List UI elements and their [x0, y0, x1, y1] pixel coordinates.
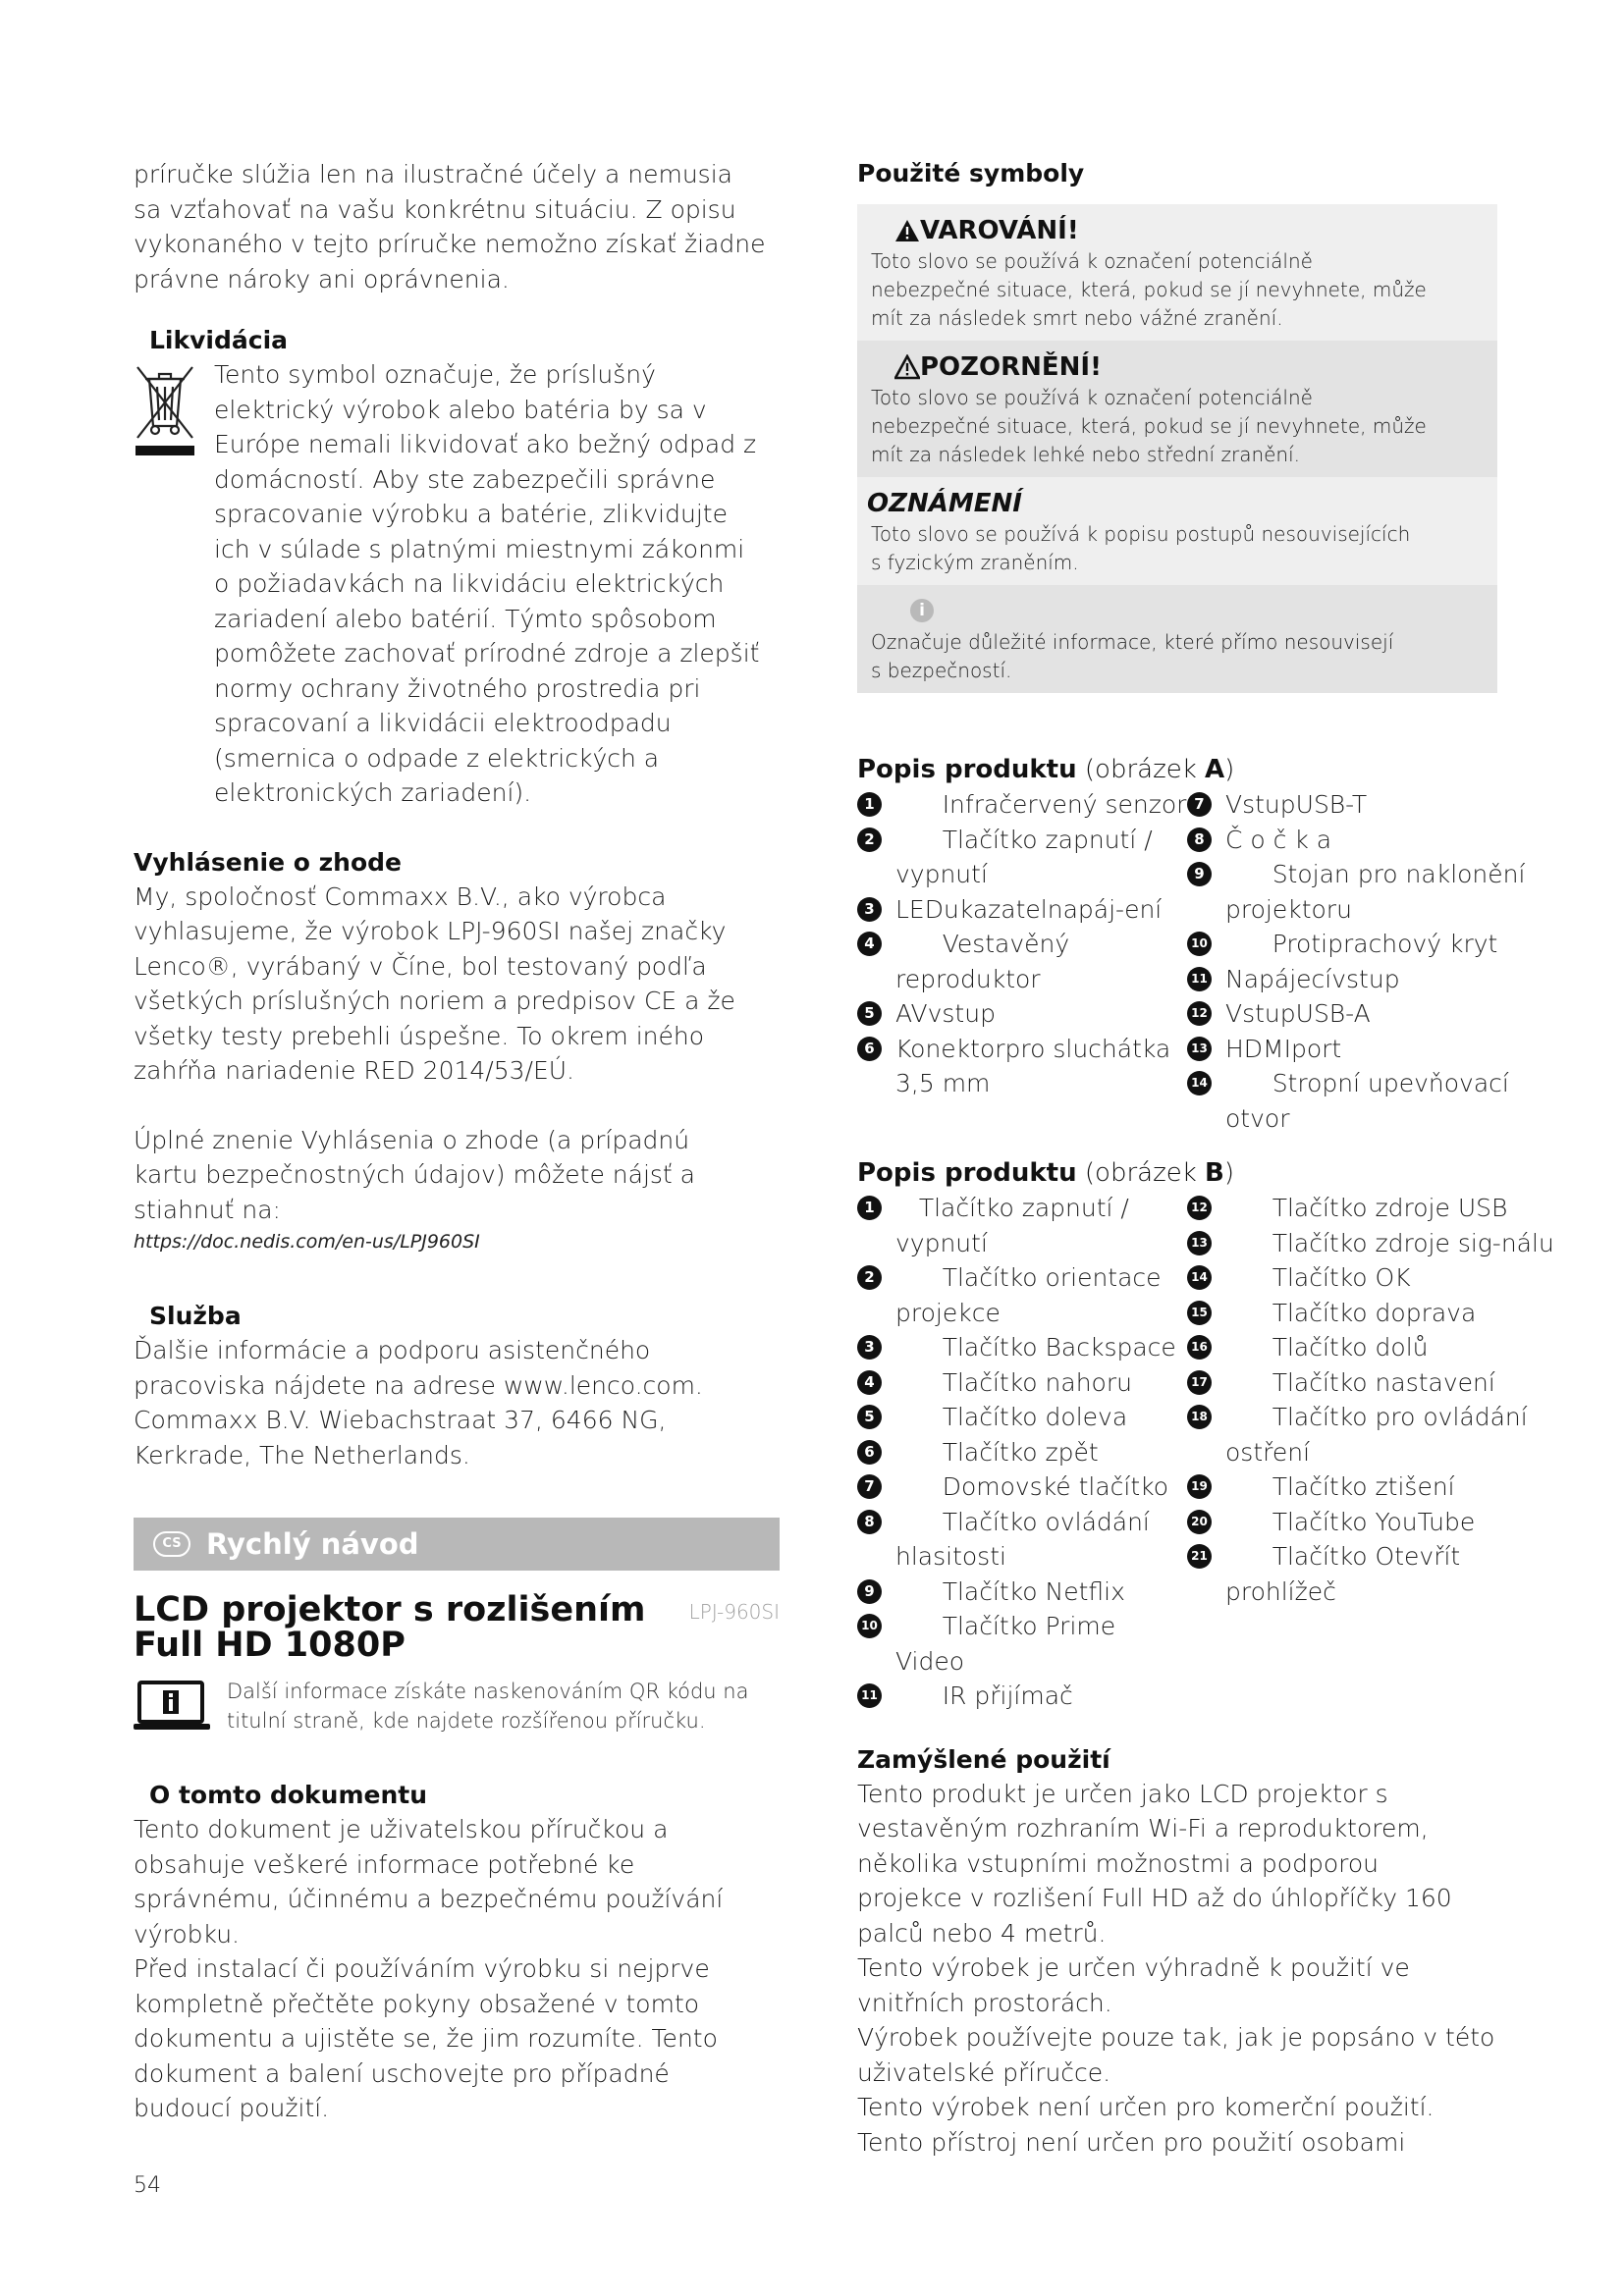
text-line: právne nároky ani oprávnenia. [134, 264, 510, 294]
text-line: spracovaní a likvidácii elektroodpadu [214, 709, 672, 737]
legend-item [857, 1469, 1187, 1505]
notice-text [867, 520, 1488, 577]
legend-label: Tlačítko ovládání hlasitosti [895, 1507, 1158, 1571]
text-line: vyhlasujeme, že výrobok LPJ-960SI našej značky [134, 917, 727, 945]
warning-text [867, 247, 1488, 333]
legend-a-section [857, 752, 1564, 1136]
text-line: My, spoločnosť Commaxx B.V., ako výrobca [134, 881, 667, 911]
text-line: Před instalací či používáním výrobku si nejprve [134, 1954, 710, 1983]
text-line: Tento výrobek je určen výhradně k použití ve [857, 1953, 1410, 1982]
service-title: Služba [149, 1302, 242, 1330]
text-line: elektronických zariadení). [214, 778, 532, 807]
text-line: Ďalšie informácie a podporu asistenčného [134, 1336, 651, 1364]
info-row [857, 585, 1497, 693]
text-line: pracoviska nájdete na adrese www.lenco.com. [134, 1370, 703, 1400]
intended-use-title: Zamýšlené použití [857, 1744, 1110, 1774]
legend-a-right [1187, 787, 1564, 1136]
text-line: Tento produkt je určen jako LCD projektor s [857, 1779, 1388, 1808]
qr-note [134, 1677, 780, 1735]
text-line: vykonaného v tejto príručke nemožno získať žiadne [134, 230, 766, 258]
text-line: budoucí použití. [134, 2094, 330, 2122]
text-line: Commaxx B.V. Wiebachstraat 37, 6466 NG, [134, 1406, 667, 1434]
legend-label: Tlačítko ztišení [1225, 1472, 1455, 1501]
quick-guide-band [134, 1518, 780, 1571]
number-badge: 9 [857, 1579, 882, 1604]
text-line: Označuje důležité informace, které přímo nesouvisejí [871, 630, 1394, 654]
text-line: pomôžete zachovať prírodné zdroje a zlepšiť [214, 639, 760, 667]
about-text [134, 1812, 780, 2126]
text-line: Tento výrobek není určen pro komerční použití. [857, 2093, 1435, 2121]
legend-label: Tlačítko Otevřít prohlížeč [1225, 1542, 1469, 1606]
text-line: Výrobek používejte pouze tak, jak je popsáno v této [857, 2023, 1495, 2052]
disposal-title: Likvidácia [149, 326, 289, 354]
text-line: nebezpečné situace, která, pokud se jí nevyhnete, může [871, 278, 1427, 301]
title-line: LCD projektor s rozlišením [134, 1590, 646, 1629]
number-badge: 3 [857, 897, 882, 922]
legend-label: Stropní upevňovací otvor [1225, 1069, 1517, 1133]
conformity-section [134, 846, 780, 1257]
legend-a-grid [857, 787, 1564, 1136]
spacer [134, 1089, 780, 1123]
number-badge: 17 [1187, 1370, 1212, 1395]
band-title: Rychlý návod [206, 1527, 419, 1561]
text-line: Európe nemali likvidovať ako bežný odpad z [214, 430, 757, 458]
legend-label: Tlačítko Backspace [895, 1333, 1176, 1362]
legend-label: Tlačítko zapnutí / vypnutí [895, 825, 1161, 888]
legend-label: Konektorpro sluchátka 3,5 mm [895, 1034, 1179, 1097]
legend-item [857, 1400, 1187, 1435]
caution-row [857, 341, 1497, 477]
legend-item [1187, 1191, 1564, 1226]
legend-label: Č o č k a [1225, 825, 1332, 854]
legend-label: Tlačítko orientace projekce [895, 1263, 1169, 1327]
disposal-text [134, 357, 780, 811]
number-badge: 10 [1187, 932, 1212, 956]
legend-item [1187, 1469, 1564, 1505]
number-badge: 8 [857, 1510, 882, 1534]
text-line: vestavěným rozhraním Wi-Fi a reproduktorem, [857, 1814, 1429, 1842]
text-line: kompletně přečtěte pokyny obsažené v tomto [134, 1989, 700, 2018]
text-line: titulní straně, kde najdete rozšířenou příručku. [227, 1709, 706, 1733]
text-line: výrobku. [134, 1919, 240, 1949]
number-badge: 10 [857, 1614, 882, 1638]
legend-label: Tlačítko zapnutí / vypnutí [895, 1194, 1137, 1257]
text-line: Další informace získáte naskenováním QR kódu na [227, 1680, 749, 1703]
legend-item [1187, 1066, 1564, 1136]
title-close: ) [1224, 755, 1235, 784]
number-badge: 15 [1187, 1301, 1212, 1325]
text-line: Tento přístroj není určen pro použití osobami [857, 2127, 1406, 2157]
text-line: správnému, účinnému a bezpečnému používání [134, 1885, 724, 1913]
warning-head: VAROVÁNÍ! [920, 216, 1079, 245]
legend-b-right [1187, 1191, 1564, 1714]
text-line: Lenco®, vyrábaný v Číne, bol testovaný podľa [134, 951, 707, 981]
number-badge: 5 [857, 1405, 882, 1429]
text-line: všetkých príslušných noriem a predpisov CE a že [134, 987, 735, 1015]
info-text [867, 628, 1488, 685]
text-line: s fyzickým zraněním. [871, 551, 1079, 574]
text-line: všetky testy prebehli úspešne. To okrem iného [134, 1021, 705, 1050]
legend-label: Tlačítko OK [1225, 1263, 1411, 1292]
weee-bin-icon [134, 363, 196, 457]
number-badge: 19 [1187, 1474, 1212, 1499]
warning-triangle-icon [894, 218, 920, 243]
legend-label: VstupUSB-A [1225, 999, 1371, 1028]
legend-item [857, 1609, 1187, 1679]
text-line: palců nebo 4 metrů. [857, 1918, 1107, 1948]
number-badge: 2 [857, 1265, 882, 1290]
text-line: Tento symbol označuje, že príslušný [214, 360, 656, 389]
conformity-title: Vyhlásenie o zhode [134, 847, 402, 877]
legend-item [857, 1679, 1187, 1714]
legend-label: IR přijímač [895, 1682, 1073, 1710]
legend-b-section [857, 1155, 1564, 1714]
legend-item [857, 1505, 1187, 1575]
number-badge: 4 [857, 932, 882, 956]
legend-label: Tlačítko dolů [1225, 1333, 1429, 1362]
number-badge: 13 [1187, 1231, 1212, 1255]
legend-a-title [857, 752, 1564, 787]
title-bold: Popis produktu [857, 755, 1077, 784]
legend-item [1187, 962, 1564, 997]
text-line: obsahuje veškeré informace potřebné ke [134, 1849, 635, 1879]
caution-head: POZORNĚNÍ! [920, 352, 1102, 382]
legend-label: Tlačítko nastavení [1225, 1367, 1495, 1397]
number-badge: 11 [1187, 967, 1212, 991]
intended-use-text [857, 1777, 1564, 2161]
number-badge: 2 [857, 828, 882, 852]
legend-label: Infračervený senzor [895, 790, 1187, 819]
number-badge: 14 [1187, 1265, 1212, 1290]
legend-label: Domovské tlačítko [895, 1472, 1169, 1501]
text-line: spracovanie výrobku a batérie, zlikvidujte [214, 500, 728, 528]
number-badge: 6 [857, 1440, 882, 1465]
service-section [134, 1300, 780, 1472]
legend-label: Stojan pro naklonění projektoru [1225, 860, 1534, 924]
text-line: ich v súlade s platnými miestnymi zákonmi [214, 534, 745, 563]
legend-item [1187, 1330, 1564, 1365]
legend-label: Tlačítko pro ovládání ostření [1225, 1403, 1536, 1467]
legend-item [1187, 1032, 1564, 1067]
title-rest: (obrázek [1076, 755, 1206, 784]
text-line: mít za následek lehké nebo střední zranění. [871, 443, 1301, 466]
text-line: (smernica o odpade z elektrických a [214, 743, 660, 773]
number-badge: 18 [1187, 1405, 1212, 1429]
number-badge: 3 [857, 1335, 882, 1360]
caution-triangle-icon [894, 354, 920, 380]
number-badge: 11 [857, 1683, 882, 1708]
legend-item [857, 1330, 1187, 1365]
number-badge: 7 [1187, 792, 1212, 817]
text-line: s bezpečností. [871, 659, 1012, 682]
legend-item [857, 1191, 1187, 1260]
number-badge: 14 [1187, 1071, 1212, 1095]
title-letter: A [1205, 755, 1225, 784]
title-bold: Popis produktu [857, 1158, 1077, 1188]
text-line: o požiadavkách na likvidáciu elektrických [214, 569, 725, 598]
legend-label: Tlačítko zdroje sig-nálu [1225, 1228, 1554, 1257]
left-column [134, 157, 780, 2126]
text-line: několika vstupními možnostmi a podporou [857, 1848, 1379, 1878]
text-line: uživatelské příručce. [857, 2057, 1111, 2087]
text-line: Toto slovo se používá k popisu postupů nesouvisejících [871, 522, 1411, 546]
language-badge: CS [153, 1531, 190, 1557]
number-badge: 1 [857, 792, 882, 817]
conformity-text [134, 880, 780, 1228]
number-badge: 5 [857, 1001, 882, 1026]
number-badge: 12 [1187, 1196, 1212, 1220]
legend-item [857, 1435, 1187, 1470]
text-line: projekce v rozlišení Full HD až do úhlopříčky 160 [857, 1884, 1452, 1912]
legend-label: Tlačítko YouTube [1225, 1507, 1476, 1536]
legend-label: Tlačítko Prime Video [895, 1612, 1124, 1676]
legend-label: LEDukazatelnapáj-ení [895, 894, 1163, 924]
text-line: príručke slúžia len na ilustračné účely a nemusia [134, 160, 732, 188]
warning-row [857, 204, 1497, 341]
about-section [134, 1779, 780, 2126]
notice-head: OZNÁMENÍ [867, 489, 1022, 518]
number-badge: 21 [1187, 1544, 1212, 1569]
number-badge: 4 [857, 1370, 882, 1395]
product-title [134, 1592, 683, 1663]
notice-row [857, 477, 1497, 585]
model-number: LPJ-960SI [688, 1600, 780, 1624]
disposal-section [134, 324, 780, 811]
intro-paragraph [134, 157, 780, 296]
title-letter: B [1205, 1158, 1224, 1188]
legend-item [1187, 927, 1564, 962]
number-badge: 16 [1187, 1335, 1212, 1360]
legend-item [1187, 823, 1564, 858]
text-line: dokument a balení uschovejte pro případné [134, 2058, 670, 2088]
service-text [134, 1333, 780, 1472]
text-line: Úplné znenie Vyhlásenia o zhode (a prípadnú [134, 1125, 690, 1154]
text-line: elektrický výrobok alebo batéria by sa v [214, 395, 707, 424]
legend-item [1187, 1365, 1564, 1401]
intended-use-section [857, 1743, 1564, 2161]
legend-b-title [857, 1155, 1564, 1191]
number-badge: 6 [857, 1037, 882, 1061]
laptop-info-icon [134, 1681, 212, 1734]
text-line: dokumentu a ujistěte se, že jim rozumíte. Tento [134, 2024, 718, 2053]
number-badge: 7 [857, 1474, 882, 1499]
caution-text [867, 384, 1488, 469]
legend-item [1187, 1226, 1564, 1261]
text-line: zahŕňa nariadenie RED 2014/53/EÚ. [134, 1056, 574, 1085]
legend-item [857, 1575, 1187, 1610]
right-column [857, 157, 1564, 2160]
qr-note-text [134, 1677, 780, 1735]
legend-item [1187, 1400, 1564, 1469]
text-line: normy ochrany životného prostredia pri [214, 673, 701, 703]
title-line: Full HD 1080P [134, 1626, 406, 1665]
legend-label: Protiprachový kryt [1225, 930, 1498, 958]
text-line: Toto slovo se používá k označení potenciálně [871, 249, 1313, 273]
number-badge: 12 [1187, 1001, 1212, 1026]
legend-label: Vestavěný reproduktor [895, 930, 1078, 993]
legend-item [857, 927, 1187, 996]
legend-item [1187, 1505, 1564, 1540]
legend-item [857, 996, 1187, 1032]
legend-label: VstupUSB-T [1225, 790, 1368, 819]
legend-label: Tlačítko zdroje USB [1225, 1194, 1508, 1222]
text-line: mít za následek smrt nebo vážné zranění. [871, 306, 1283, 330]
text-line: nebezpečné situace, která, pokud se jí nevyhnete, může [871, 414, 1427, 438]
text-line: Toto slovo se používá k označení potenciálně [871, 386, 1313, 409]
legend-a-left [857, 787, 1187, 1136]
symbols-box [857, 204, 1497, 693]
legend-item [1187, 1539, 1564, 1609]
info-icon: i [910, 599, 934, 622]
legend-label: Tlačítko doleva [895, 1403, 1128, 1431]
text-line: vnitřních prostorách. [857, 1988, 1112, 2017]
number-badge: 20 [1187, 1510, 1212, 1534]
title-rest: (obrázek [1076, 1158, 1206, 1188]
number-badge: 8 [1187, 828, 1212, 852]
product-title-block [134, 1592, 780, 1663]
legend-item [1187, 996, 1564, 1032]
legend-label: Tlačítko Netflix [895, 1576, 1125, 1606]
legend-item [1187, 1296, 1564, 1331]
conformity-url-link[interactable]: https://doc.nedis.com/en-us/LPJ960SI [134, 1231, 480, 1253]
legend-label: Tlačítko nahoru [895, 1367, 1132, 1397]
legend-item [857, 1032, 1187, 1101]
legend-item [857, 1365, 1187, 1401]
text-line: Tento dokument je uživatelskou příručkou a [134, 1815, 669, 1843]
text-line: stiahnuť na: [134, 1195, 281, 1224]
legend-b-grid [857, 1191, 1564, 1714]
text-line: sa vzťahovať na vašu konkrétnu situáciu. Z opisu [134, 194, 736, 224]
legend-label: Tlačítko doprava [1225, 1298, 1477, 1327]
text-line: kartu bezpečnostných údajov) môžete nájsť a [134, 1160, 695, 1189]
legend-item [857, 787, 1187, 823]
legend-label: AVvstup [895, 999, 996, 1028]
symbols-title: Použité symboly [857, 159, 1085, 187]
legend-item [1187, 857, 1564, 927]
legend-item [1187, 787, 1564, 823]
legend-b-left [857, 1191, 1187, 1714]
legend-label: Tlačítko zpět [895, 1437, 1099, 1467]
number-badge: 13 [1187, 1037, 1212, 1061]
legend-item [857, 892, 1187, 928]
text-line: zariadení alebo batérií. Týmto spôsobom [214, 604, 717, 633]
page-number: 54 [134, 2173, 161, 2198]
text-line: Kerkrade, The Netherlands. [134, 1440, 470, 1469]
legend-item [857, 823, 1187, 892]
number-badge: 1 [857, 1196, 882, 1220]
title-close: ) [1223, 1158, 1235, 1188]
legend-item [1187, 1260, 1564, 1296]
text-line: domácností. Aby ste zabezpečili správne [214, 464, 716, 494]
legend-label: HDMIport [1225, 1034, 1342, 1063]
legend-item [857, 1260, 1187, 1330]
about-title: O tomto dokumentu [149, 1781, 428, 1809]
legend-label: Napájecívstup [1225, 964, 1400, 993]
number-badge: 9 [1187, 862, 1212, 886]
